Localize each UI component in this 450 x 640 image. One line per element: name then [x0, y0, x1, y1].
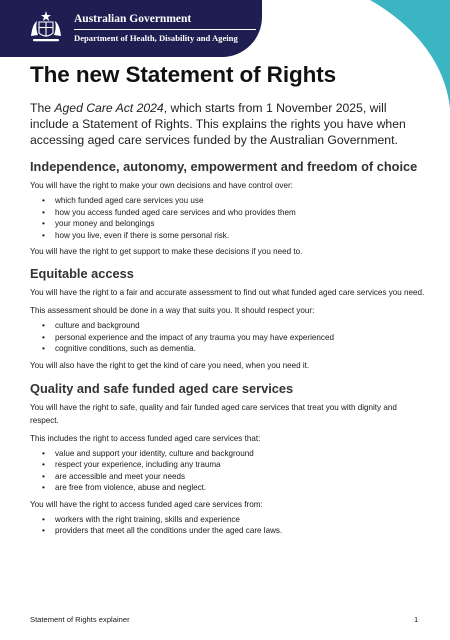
list-item: • providers that meet all the conditions under the aged care laws.	[30, 525, 425, 537]
intro-paragraph	[30, 100, 425, 148]
section-paragraph: You will have the right to safe, quality and fair funded aged care services that treat you with dignity and respect.	[30, 402, 397, 425]
intro-text-end: , which starts from 1 November 2025, will include a Statement of Rights. This explains the rights you have when accessing aged care services funded by the Australian Government.	[30, 101, 406, 147]
section-heading-equitable-access: Equitable access	[30, 266, 134, 281]
footer-document-label: Statement of Rights explainer	[30, 615, 130, 624]
bullet-list	[30, 195, 425, 241]
section-heading-independence: Independence, autonomy, empowerment and freedom of choice	[30, 159, 418, 174]
list-item: • are accessible and meet your needs	[30, 471, 425, 483]
list-item: • value and support your identity, culture and background	[30, 448, 425, 460]
section-paragraph: You will also have the right to get the kind of care you need, when you need it.	[30, 360, 310, 370]
section-paragraph: This assessment should be done in a way that suits you. It should respect your:	[30, 306, 315, 315]
list-item: • are free from violence, abuse and neglect.	[30, 482, 425, 494]
government-header-band	[0, 0, 262, 57]
intro-text-start: The	[30, 101, 55, 115]
section-paragraph: You will have the right to a fair and accurate assessment to find out what funded aged care services you need.	[30, 288, 425, 297]
list-item: • your money and belongings	[30, 218, 425, 230]
department-name: Department of Health, Disability and Ageing	[74, 33, 238, 43]
section-paragraph: You will have the right to access funded aged care services from:	[30, 499, 263, 509]
bullet-list	[30, 514, 425, 537]
bullet-list	[30, 448, 425, 494]
section-paragraph: You will have the right to make your own decisions and have control over:	[30, 181, 293, 190]
list-item: • which funded aged care services you use	[30, 195, 425, 207]
list-item: • workers with the right training, skills and experience	[30, 514, 425, 526]
bullet-list	[30, 320, 425, 355]
list-item: • how you live, even if there is some personal risk.	[30, 230, 425, 242]
section-paragraph: You will have the right to get support to make these decisions if you need to.	[30, 247, 303, 256]
act-name: Aged Care Act 2024	[54, 101, 164, 115]
section-heading-quality-safe: Quality and safe funded aged care services	[30, 380, 294, 396]
footer-page-number: 1	[414, 615, 419, 624]
list-item: • respect your experience, including any trauma	[30, 459, 425, 471]
page-title: The new Statement of Rights	[30, 62, 337, 87]
coat-of-arms-icon	[28, 8, 64, 46]
government-name: Australian Government	[74, 13, 192, 25]
document-body	[30, 60, 425, 537]
list-item: • personal experience and the impact of any trauma you may have experienced	[30, 332, 425, 344]
section-paragraph: This includes the right to access funded aged care services that:	[30, 433, 261, 443]
list-item: • cognitive conditions, such as dementia.	[30, 343, 425, 355]
header-divider	[74, 29, 256, 30]
list-item: • how you access funded aged care services and who provides them	[30, 207, 425, 219]
list-item: • culture and background	[30, 320, 425, 332]
